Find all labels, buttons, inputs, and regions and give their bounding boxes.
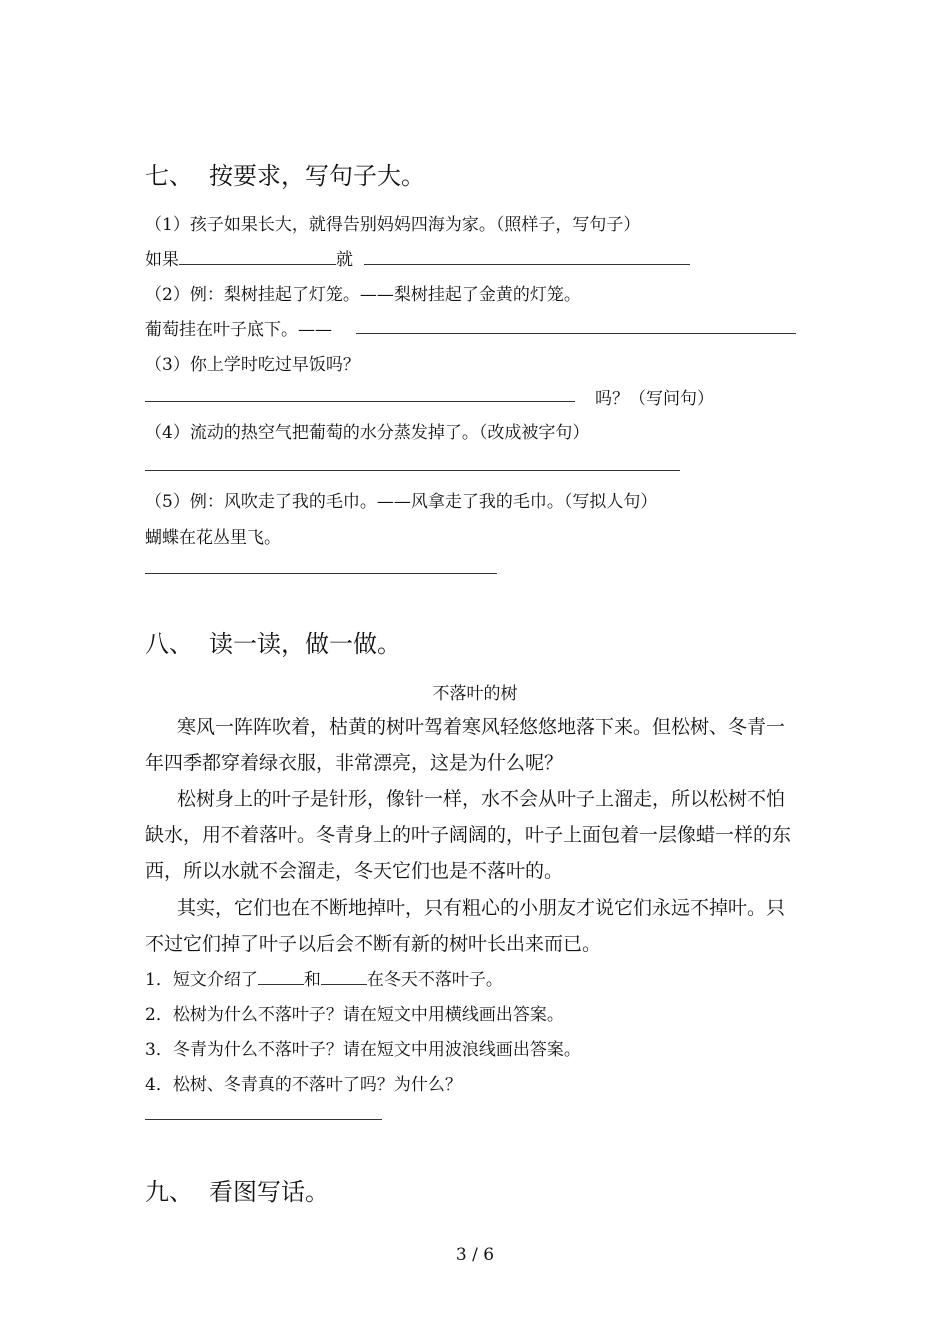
question-1-part-c: 在冬天不落叶子。 [366,970,503,990]
question-4-answer-line[interactable] [145,1119,382,1120]
paragraph-1-line-1: 寒风一阵阵吹着，枯黄的树叶驾着寒风轻悠悠地落下来。但松树、冬青一 [177,716,786,738]
section-7-heading [145,156,425,191]
q1-blank-2[interactable] [364,264,690,265]
paragraph-2-line-3: 西，所以水就不会溜走，冬天它们也是不落叶的。 [145,860,564,882]
section-title: 读一读，做一做。 [209,630,401,658]
question-3: 3．冬青为什么不落叶子？请在短文中用波浪线画出答案。 [145,1040,581,1060]
q4-prompt: （4）流动的热空气把葡萄的水分蒸发掉了。（改成被字句） [145,423,590,443]
paragraph-3-line-1: 其实，它们也在不断地掉叶，只有粗心的小朋友才说它们永远不掉叶。只 [177,897,786,919]
page-number: 3 / 6 [455,1245,495,1265]
section-8-heading [145,624,401,659]
paragraph-1-line-2: 年四季都穿着绿衣服，非常漂亮，这是为什么呢？ [145,752,564,774]
q1-answer-row [145,245,353,270]
question-1-blank-1[interactable] [258,970,304,985]
q5-prompt: （5）例：风吹走了我的毛巾。——风拿走了我的毛巾。（写拟人句） [145,492,658,512]
q3-tail: 吗？（写问句） [595,389,714,409]
q1-prompt: （1）孩子如果长大，就得告别妈妈四海为家。（照样子，写句子） [145,215,641,235]
section-9-heading [145,1172,329,1207]
question-1-part-b: 和 [303,970,321,990]
question-2: 2．松树为什么不落叶子？请在短文中用横线画出答案。 [145,1005,564,1025]
q1-word-if: 如果 [145,250,179,270]
question-1-blank-2[interactable] [321,970,367,985]
q2-lead: 葡萄挂在叶子底下。—— [145,320,332,340]
section-title: 按要求，写句子大。 [209,162,425,190]
paragraph-3-line-2: 不过它们掉了叶子以后会不断有新的树叶长出来而已。 [145,933,602,955]
question-1 [145,965,503,990]
section-number: 九、 [145,1178,193,1206]
question-1-part-a: 1．短文介绍了 [145,970,258,990]
q2-prompt: （2）例：梨树挂起了灯笼。——梨树挂起了金黄的灯笼。 [145,285,581,305]
section-title: 看图写话。 [209,1178,329,1206]
passage-title: 不落叶的树 [432,684,518,704]
q2-answer-line[interactable] [356,333,796,334]
q3-answer-line[interactable] [145,401,575,402]
q5-answer-line[interactable] [145,573,497,574]
q5-sentence: 蝴蝶在花丛里飞。 [145,528,281,548]
q4-answer-line[interactable] [145,470,680,471]
q3-prompt: （3）你上学时吃过早饭吗？ [145,355,360,375]
q1-word-then: 就 [336,250,353,270]
section-number: 八、 [145,630,193,658]
paragraph-2-line-1: 松树身上的叶子是针形，像针一样，水不会从叶子上溜走，所以松树不怕 [177,788,786,810]
q1-blank-1[interactable] [179,250,336,265]
paragraph-2-line-2: 缺水，用不着落叶。冬青身上的叶子阔阔的，叶子上面包着一层像蜡一样的东 [145,824,792,846]
question-4: 4．松树、冬青真的不落叶了吗？为什么？ [145,1075,462,1095]
section-number: 七、 [145,162,193,190]
